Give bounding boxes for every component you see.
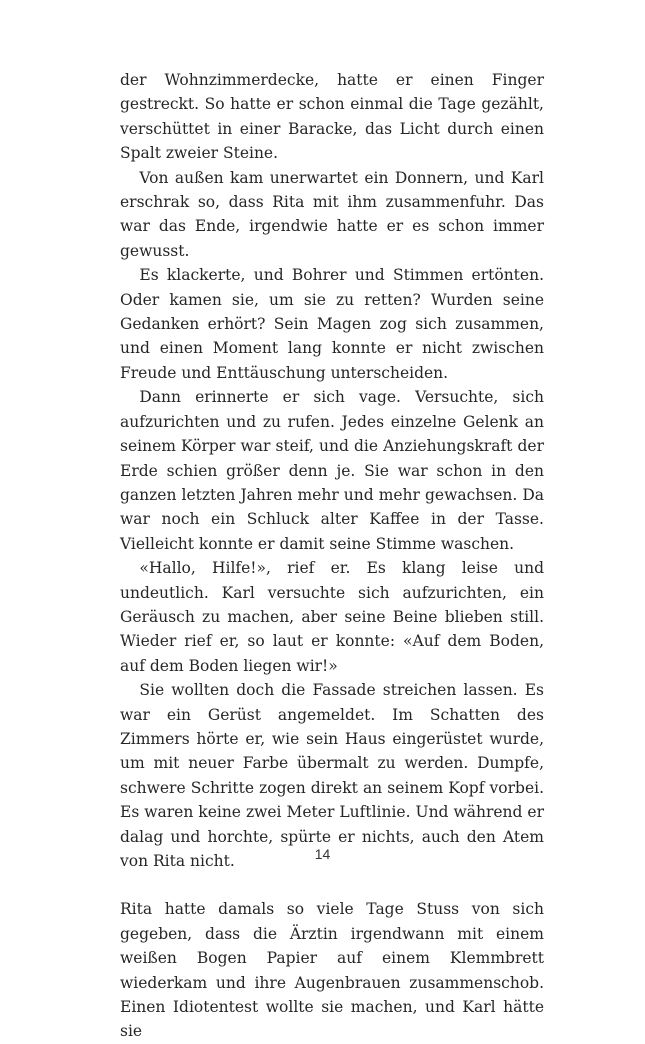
paragraph-7: Rita hatte damals so viele Tage Stuss von sich gegeben, dass die Ärztin irgendwann mit einem weißen Bogen Papier auf einem Klemmbrett wiederkam und ihre Augenbrauen zusammenschob. Einen Idiotentest wollte sie machen, und Karl hätte sie <box>120 900 544 1041</box>
body-text <box>120 68 544 1044</box>
paragraph-2: Von außen kam unerwartet ein Donnern, und Karl erschrak so, dass Rita mit ihm zusammenfuhr. Das war das Ende, irgendwie hatte er es schon immer gewusst. <box>120 168 544 260</box>
paragraph-5: «Hallo, Hilfe!», rief er. Es klang leise und undeutlich. Karl versuchte sich aufzurichten, ein Geräusch zu machen, aber seine Beine blieben still. Wieder rief er, so laut er konnte: «Auf dem Boden, auf dem Boden liegen wir!» <box>120 559 544 675</box>
paragraph-4: Dann erinnerte er sich vage. Versuchte, sich aufzurichten und zu rufen. Jedes einzelne Gelenk an seinem Körper war steif, und die Anziehungskraft der Erde schien größer denn je. Sie war schon in den ganzen letzten Jahren mehr und mehr gewachsen. Da war noch ein Schluck alter Kaffee in der Tasse. Vielleicht konnte er damit seine Stimme waschen. <box>120 388 544 553</box>
paragraph-6: Sie wollten doch die Fassade streichen lassen. Es war ein Gerüst angemeldet. Im Schatten des Zimmers hörte er, wie sein Haus eingerüstet wurde, um mit neuer Farbe übermalt zu werden. Dumpfe, schwere Schritte zogen direkt an seinem Kopf vorbei. Es waren keine zwei Meter Luftlinie. Und während er dalag und horchte, spürte er nichts, auch den Atem von Rita nicht. <box>120 681 544 870</box>
paragraph-3: Es klackerte, und Bohrer und Stimmen ertönten. Oder kamen sie, um sie zu retten? Wurden seine Gedanken erhört? Sein Magen zog sich zusammen, und einen Moment lang konnte er nicht zwischen Freude und Enttäuschung unterscheiden. <box>120 266 544 382</box>
page-number: 14 <box>314 846 331 862</box>
paragraph-1: der Wohnzimmerdecke, hatte er einen Finger gestreckt. So hatte er schon einmal die Tage gezählt, verschüttet in einer Baracke, das Licht durch einen Spalt zweier Steine. <box>120 71 544 163</box>
